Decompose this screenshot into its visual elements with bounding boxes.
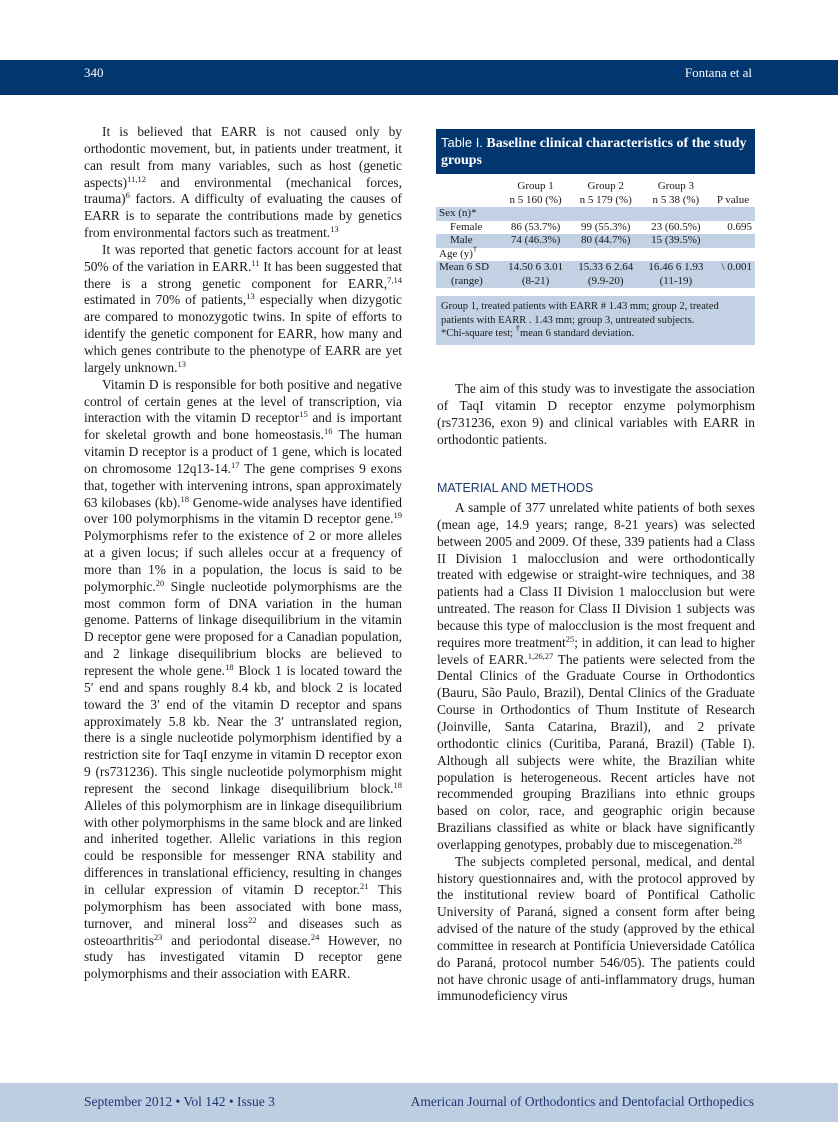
issue-info: September 2012 • Vol 142 • Issue 3 (84, 1094, 275, 1109)
text-run: and diseases such as osteoarthritis (84, 915, 402, 948)
citation: 23 (153, 931, 163, 942)
table-footnote: Group 1, treated patients with EARR # 1.43 mm; group 2, treated patients with EARR . 1.43 mm; group 3, untreated subjects. *Chi-square test; †mean 6 standard deviation. (436, 296, 755, 345)
citation: 13 (330, 224, 339, 235)
citation: 16 (323, 426, 333, 437)
running-header (0, 60, 838, 95)
running-author: Fontana et al (684, 65, 752, 80)
table-caption (436, 129, 755, 174)
text-run: and is important for skeletal growth and bone homeostasis. (84, 410, 403, 443)
section-heading: MATERIAL AND METHODS (437, 481, 594, 495)
table-row: Male 74 (46.3%) 80 (44.7%) 15 (39.5%) (436, 234, 755, 248)
text-run: especially when dizygotic are compared to monozygotic twins. In spite of efforts to identify the genetic component for EARR, how many and which genes contribute to the phenotype of EARR are yet largely unknown. (84, 292, 402, 375)
table-row-age: Age (y)† (439, 243, 478, 260)
citation: 17 (231, 459, 240, 470)
text-run: It has been suggested that there is a strong genetic component for EARR, (84, 258, 402, 291)
table-title: Baseline clinical characteristics of the study groups (441, 136, 747, 168)
text-run: The gene comprises 9 exons that, together with intervening introns, span approximately 63 kilobases (kb). (84, 460, 402, 510)
citation: 20 (155, 577, 165, 588)
text-run: The subjects completed personal, medical, and dental history questionnaires and, with the protocol approved by the institutional review board of Pontifical Catholic University of Paraná, signed a consent form after being advised of the nature of the study (approved by the ethical committee in research at Pontifícia Unieversidade Católica do Paraná, protocol number 546/05). The patients could not have chronic usage of anti-inflammatory drugs, human immunodeficiency virus (437, 853, 755, 1004)
citation: 11 (251, 257, 260, 268)
paragraph (437, 854, 755, 1006)
text-run: It was reported that genetic factors account for at least 50% of the variation in EARR. (84, 241, 402, 274)
text-run: estimated in 70% of patients, (84, 292, 247, 308)
right-column-intro (437, 381, 755, 448)
citation: 15 (299, 409, 308, 420)
citation: 11,12 (127, 173, 146, 184)
text-run: It is believed that EARR is not caused only by orthodontic movement, but, in patients under treatment, it can result from many variables, such as host (genetic aspects) (84, 124, 402, 190)
text-run: ; in addition, it can lead to higher levels of EARR. (437, 634, 755, 667)
paragraph (437, 500, 755, 854)
text-run: The human vitamin D receptor is a product of 1 gene, which is located on chromosome 12q13-14. (84, 427, 403, 476)
table-header-row (436, 180, 755, 207)
citation: 18 (180, 493, 189, 504)
text-run: Genome-wide analyses have identified over 100 polymorphisms in the vitamin D receptor gene. (84, 494, 402, 527)
col-header: Group 3 n 5 38 (%) (652, 180, 700, 206)
text-run: Single nucleotide polymorphisms are the most common form of DNA variation in the human genome. Patterns of linkage disequilibrium in the vitamin D receptor gene were proposed for a Canadian population, and 2 linkage disequilibrium blocks are believed to represent the whole gene. (84, 578, 402, 678)
paragraph (84, 124, 402, 242)
citation: 1,26,27 (527, 650, 554, 661)
left-column-body (84, 124, 402, 983)
text-run: and periodontal disease. (162, 932, 311, 948)
table-label: Table I. (441, 135, 483, 150)
text-run: Polymorphisms refer to the existence of 2 or more alleles at a given locus; if such alleles occur at a frequency of more than 1% in a population, the locus is said to be polymorphic. (84, 528, 402, 594)
citation: 7,14 (387, 274, 402, 285)
right-column-methods (437, 500, 755, 1005)
citation: 18 (393, 779, 402, 790)
text-run: factors. A difficulty of evaluating the causes of EARR is to separate the contributions made by genetics from environmental factors such as treatment. (84, 191, 402, 241)
text-run: A sample of 377 unrelated white patients of both sexes (mean age, 14.9 years; range, 8-21 years) was selected between 2005 and 2009. Of these, 339 patients had a Class II Division 1 malocclusion and were orthodontically treated with edgewise or straight-wire techniques, and 38 patients had a Class II Division 1 malocclusion but were untreated. The reason for Class II Division 1 subjects was because this type of malocclusion is the most frequent and requires more treatment (437, 500, 755, 650)
citation: 25 (565, 633, 575, 644)
table-1 (436, 129, 755, 345)
table-row: Mean 6 SD (range) 14.50 6 3.01 (8-21) 15.33 6 2.64 (9.9-20) 16.46 6 1.93 (11-19) \ 0.001 (436, 261, 755, 288)
table-row-sex: Sex (n)* (436, 207, 755, 221)
text-run: Vitamin D is responsible for both positive and negative control of certain genes at the level of transcription, via interaction with the vitamin D receptor (84, 376, 402, 426)
citation: 6 (125, 190, 130, 201)
col-header-p: P value (716, 193, 750, 206)
citation: 28 (733, 835, 742, 846)
page-number: 340 (84, 65, 104, 80)
text-run: Alleles of this polymorphism are in linkage disequilibrium with other polymorphisms in the same block and are linked and inherited together. Allelic variations in this region could be responsible for messenger RNA stability and differences in translational efficiency, resulting in changes in cellular expression of vitamin D receptor. (84, 797, 402, 897)
citation: 24 (310, 931, 320, 942)
text-run: However, no study has investigated vitamin D receptor gene polymorphisms and their association with EARR. (84, 932, 402, 982)
text-run: and environmental (mechanical forces, trauma) (84, 174, 402, 207)
journal-name: American Journal of Orthodontics and Dentofacial Orthopedics (410, 1094, 754, 1109)
text-run: This polymorphism has been associated with bone mass, turnover, and mineral loss (84, 881, 402, 931)
citation: 13 (177, 358, 186, 369)
citation: 13 (246, 291, 255, 302)
citation: 21 (359, 880, 369, 891)
citation: 18 (225, 662, 234, 672)
citation: 22 (248, 914, 257, 925)
text-run: The patients were selected from the Dental Clinics of the Graduate Course in Orthodontics (Bauru, São Paulo, Brazil), Dental Clinics of the Graduate Course in Orthodontics of Thum Institute of Research (Joinville, Santa Catarina, Brazil), and 2 private orthodontic clinics (Curitiba, Paraná, Brazil) (Table I). Although all subjects were white, the Brazilian white population is heterogeneous. Recent articles have not recommended grouping Brazilians into ethnic groups based on color, race, and geographic origin because Brazilians classified as white or black have significantly overlapping genotypes, probably due to miscegenation. (437, 651, 755, 852)
col-header: Group 2 n 5 179 (%) (579, 180, 632, 206)
running-footer (0, 1083, 838, 1122)
paragraph (84, 242, 402, 377)
text-run: Block 1 is located toward the 5′ end and spans roughly 8.4 kb, and block 2 is located toward the 3′ end of the vitamin D receptor and spans approximately 5.8 kb. Near the 3′ untranslated region, there is a single nucleotide polymorphism identified by a restriction site for TaqI enzyme in vitamin D receptor exon 9 (rs731236). This single nucleotide polymorphism might represent the second linkage disequilibrium block. (84, 663, 402, 796)
paragraph (437, 381, 755, 448)
col-header: Group 1 n 5 160 (%) (509, 180, 562, 206)
paragraph (84, 377, 402, 983)
text-run: The aim of this study was to investigate the association of TaqI vitamin D receptor enzyme polymorphism (rs731236, exon 9) and clinical variables with EARR in orthodontic patients. (437, 381, 755, 447)
citation: 19 (393, 510, 402, 521)
table-row: Female 86 (53.7%) 99 (55.3%) 23 (60.5%) 0.695 (450, 220, 752, 233)
table-body (436, 180, 755, 288)
